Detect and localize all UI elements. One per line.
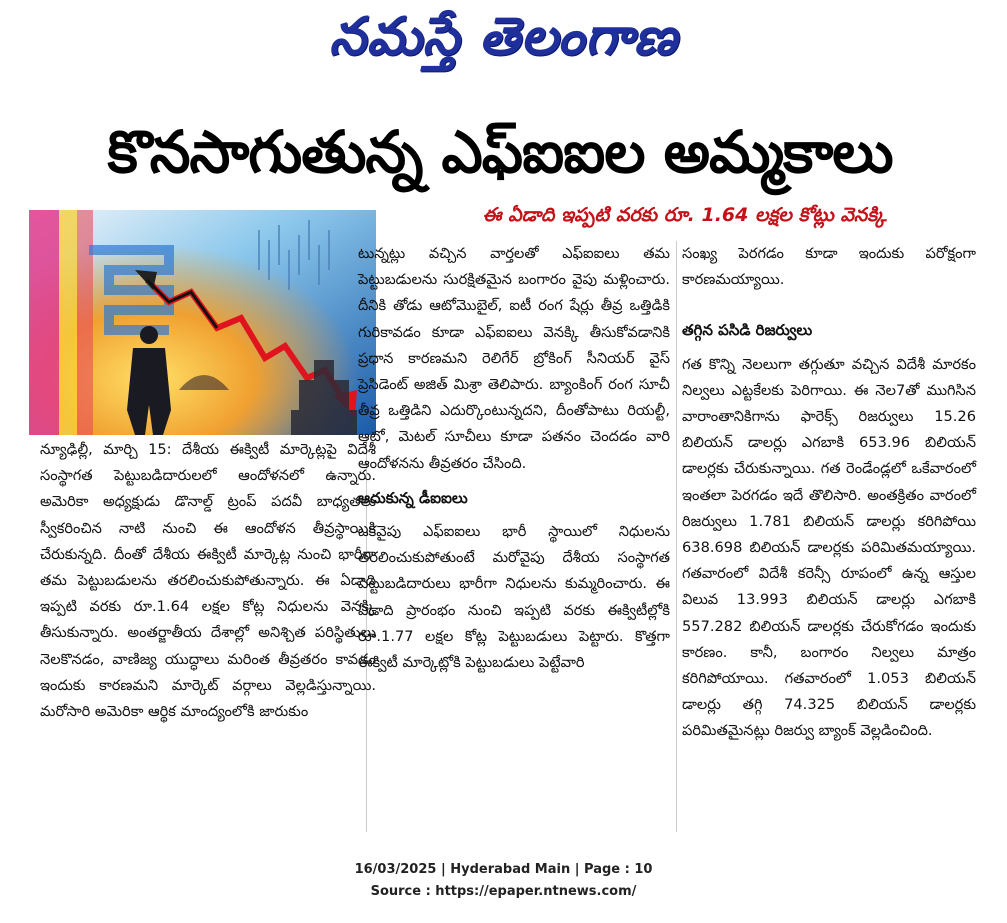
masthead [0, 0, 1007, 76]
column-divider [676, 241, 677, 832]
paragraph: న్యూఢిల్లీ, మార్చి 15: దేశీయ ఈక్విటీ మార్కెట్లపై విదేశీ సంస్థాగత పెట్టుబడిదారులలో ఆందోళనలో ఉన్నారు. అమెరికా అధ్యక్షుడు డొనాల్డ్ ట్రంప్ పదవీ బాధ్యతలు స్వీకరించిన నాటి నుంచి ఈ ఆందోళన తీవ్రస్థాయికి చేరుకున్నది. దీంతో దేశీయ ఈక్విటీ మార్కెట్ల నుంచి భారీగా తమ పెట్టుబడులను తరలించుకుపోతున్నారు. ఈ ఏడాది ఇప్పటి వరకు రూ.1.64 లక్షల కోట్ల నిధులను వెనక్కి తీసుకున్నారు. అంతర్జాతీయ దేశాల్లో అనిశ్చిత పరిస్థితులు నెలకొనడం, వాణిజ్య యుద్ధాలు మరింత తీవ్రతరం కావడం ఇందుకు కారణమని మార్కెట్ వర్గాలు వెల్లడిస్తున్నాయి. మరోసారి అమెరికా ఆర్థిక మాంద్యంలోకి జారుకుం [40, 441, 376, 721]
stock-market-crash-illustration [29, 210, 376, 435]
footer-source[interactable]: Source : https://epaper.ntnews.com/ [370, 884, 637, 899]
section-subheading: తగ్గిన పసిడి రిజర్వులు [682, 321, 813, 340]
headline: కొనసాగుతున్న ఎఫ్‌ఐఐల అమ్మకాలు [107, 118, 893, 186]
footer-page-info: 16/03/2025 | Hyderabad Main | Page : 10 [354, 862, 653, 877]
article-photo [29, 210, 376, 435]
masthead-logo: నమస్తే తెలంగాణ [329, 6, 678, 67]
subheadline: ఈ ఏడాది ఇప్పటి వరకు రూ. 1.64 లక్షల కోట్లు వెనక్కి [482, 204, 887, 226]
article-column-1 [40, 437, 376, 725]
article-column-2 [358, 241, 670, 676]
section-subheading: ఆదుకున్న డీఐఐలు [358, 488, 468, 507]
paragraph: గత కొన్ని నెలలుగా తగ్గుతూ వచ్చిన విదేశీ మారకం నిల్వలు ఎట్టకేలకు పెరిగాయి. ఈ నెల7తో ముగిసిన వారాంతానికిగాను ఫారెక్స్ రిజర్వులు 15.26 బిలియన్ డాలర్లు ఎగబాకి 653.96 బిలియన్ డాలర్లకు చేరుకున్నాయి. గత రెండేండ్లలో ఒకేవారంలో ఇంతలా పెరగడం ఇదే తొలిసారి. అంతక్రితం వారంలో రిజర్వులు 1.781 బిలియన్ డాలర్లు కరిగిపోయి 638.698 బిలియన్ డాలర్లకు పరిమితమయ్యాయి. గతవారంలో విదేశీ కరెన్సీ రూపంలో ఉన్న ఆస్తుల విలువ 13.993 బిలియన్ డాలర్లు ఎగబాకి 557.282 బిలియన్ డాలర్లకు చేరుకోగడం ఇందుకు కారణం. కానీ, బంగారం నిల్వలు మాత్రం కరిగిపోయాయి. గతవారంలో 1.053 బిలియన్ డాలర్లు తగ్గి 74.325 బిలియన్ డాలర్లకు పరిమితమైనట్లు రిజర్వు బ్యాంక్ వెల్లడించింది. [682, 355, 976, 740]
paragraph: టున్నట్లు వచ్చిన వార్తలతో ఎఫ్‌ఐఐలు తమ పెట్టుబడులను సురక్షితమైన బంగారం వైపు మళ్లించారు. దీనికి తోడు ఆటోమొబైల్, ఐటీ రంగ షేర్లు తీవ్ర ఒత్తిడికి గురికావడం కూడా ఎఫ్‌ఐఐలు వెనక్కి తీసుకోవడానికి ప్రధాన కారణమని రెలిగేర్ బ్రోకింగ్ సీనియర్ వైస్ ప్రెసిడెంట్ అజిత్ మిశ్రా తెలిపారు. బ్యాంకింగ్ రంగ సూచీ తీవ్ర ఒత్తిడిని ఎదుర్కొంటున్నదని, దీంతోపాటు రియల్టీ, ఆటో, మెటల్ సూచీలు కూడా పతనం చెందడం వారి ఆందోళనను తీవ్రతరం చేసింది. [358, 245, 670, 472]
article-column-3 [682, 241, 976, 745]
paragraph: ఒకవైపు ఎఫ్‌ఐఐలు భారీ స్థాయిలో నిధులను తరలించుకుపోతుంటే మరోవైపు దేశీయ సంస్థాగత పెట్టుబడిదారులు భారీగా నిధులను కుమ్మరించారు. ఈ ఏడాది ప్రారంభం నుంచి ఇప్పటి వరకు ఈక్విటీల్లోకి రూ.1.77 లక్షల కోట్ల పెట్టుబడులు పెట్టారు. కొత్తగా ఈక్విటీ మార్కెట్లోకి పెట్టుబడులు పెట్టేవారి [358, 523, 670, 672]
paragraph: సంఖ్య పెరగడం కూడా ఇందుకు పరోక్షంగా కారణమయ్యాయి. [682, 245, 976, 289]
